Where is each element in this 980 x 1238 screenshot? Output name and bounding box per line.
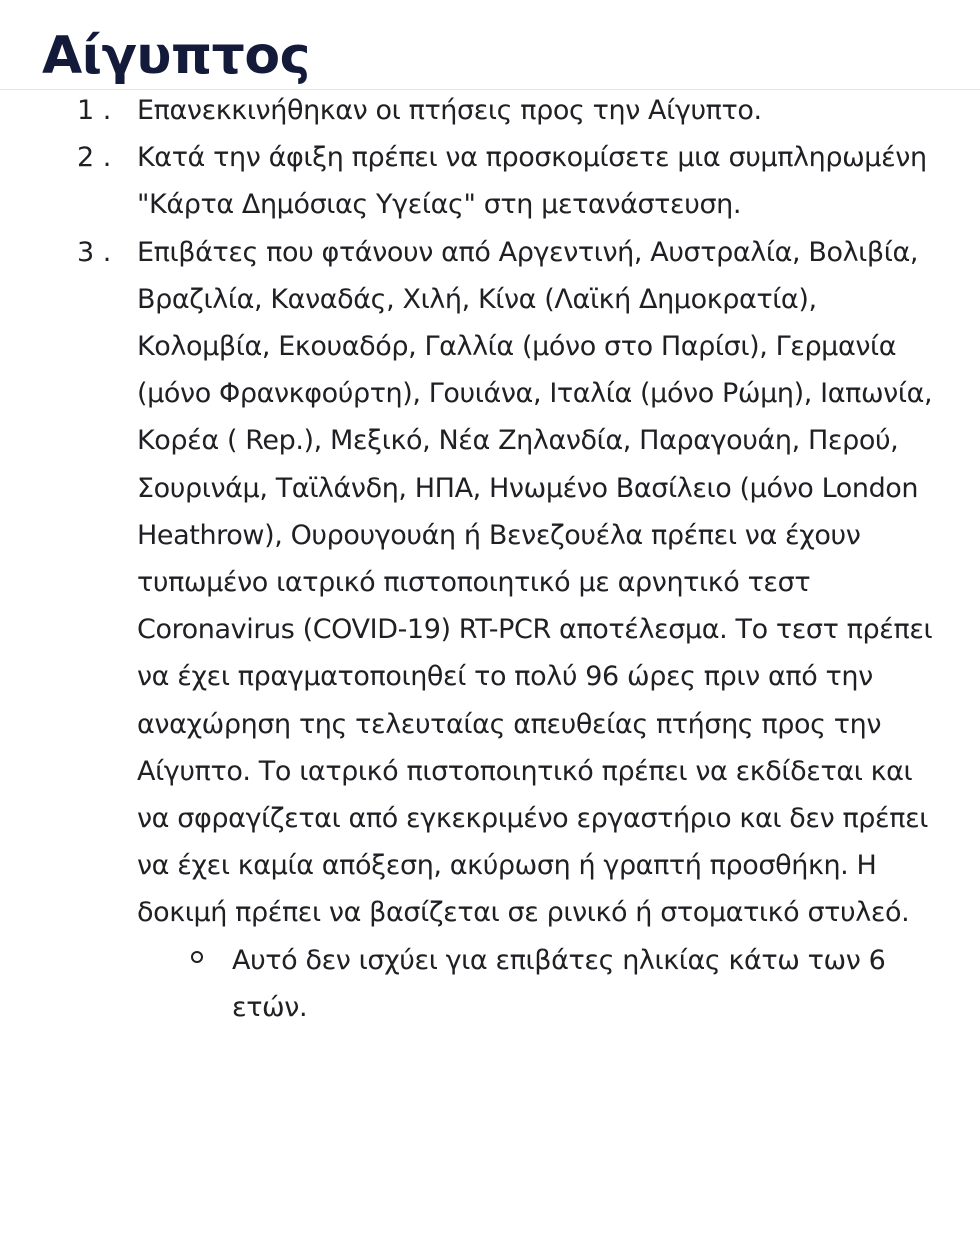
list-item-number: 2 . (77, 142, 112, 174)
list-item-number: 1 . (77, 95, 112, 126)
page-title: Αίγυπτος (42, 26, 310, 86)
list-item-1 (0, 87, 980, 134)
list-item-number: 3 . (77, 236, 112, 268)
sub-list (0, 937, 980, 1031)
list-item-text: Επιβάτες που φτάνουν από Αργεντινή, Αυστραλία, Βολιβία, Βραζιλία, Καναδάς, Χιλή, Κίνα (Λαϊκή Δημοκρατία), Κολομβία, Εκουαδόρ, Γαλλία (μόνο στο Παρίσι), Γερμανία (μόνο Φρανκφούρτη), Γουιάνα, Ιταλία (μόνο Ρώμη), Ιαπωνία, Κορέα ( Rep.), Μεξικό, Νέα Ζηλανδία, Παραγουάη, Περού, Σουρινάμ, Ταϊλάνδη, ΗΠΑ, Ηνωμένο Βασίλειο (μόνο London Heathrow), Ουρουγουάη ή Βενεζουέλα πρέπει να έχουν τυπωμένο ιατρικό πιστοποιητικό με αρνητικό τεστ Coronavirus (COVID-19) RT-PCR αποτέλεσμα. Το τεστ πρέπει να έχει πραγματοποιηθεί το πολύ 96 ώρες πριν από την αναχώρηση της τελευταίας απευθείας πτήσης προς την Αίγυπτο. Το ιατρικό πιστοποιητικό πρέπει να εκδίδεται και να σφραγίζεται από εγκεκριμένο εργαστήριο και δεν πρέπει να έχει καμία απόξεση, ακύρωση ή γραπτή προσθήκη. Η δοκιμή πρέπει να βασίζεται σε ρινικό ή στοματικό στυλεό. (137, 236, 933, 929)
list-item-3 (0, 229, 980, 1031)
list-item-text: Επανεκκινήθηκαν οι πτήσεις προς την Αίγυπτο. (137, 95, 762, 126)
circle-bullet-icon (191, 951, 203, 963)
list-item-text: Κατά την άφιξη πρέπει να προσκομίσετε μια συμπληρωμένη "Κάρτα Δημόσιας Υγείας" στη μετανάστευση. (137, 142, 927, 221)
sub-list-item-text: Αυτό δεν ισχύει για επιβάτες ηλικίας κάτω των 6 ετών. (232, 944, 886, 1023)
requirements-list (0, 87, 980, 1031)
list-item-2 (0, 134, 980, 228)
sub-list-item (0, 937, 980, 1031)
